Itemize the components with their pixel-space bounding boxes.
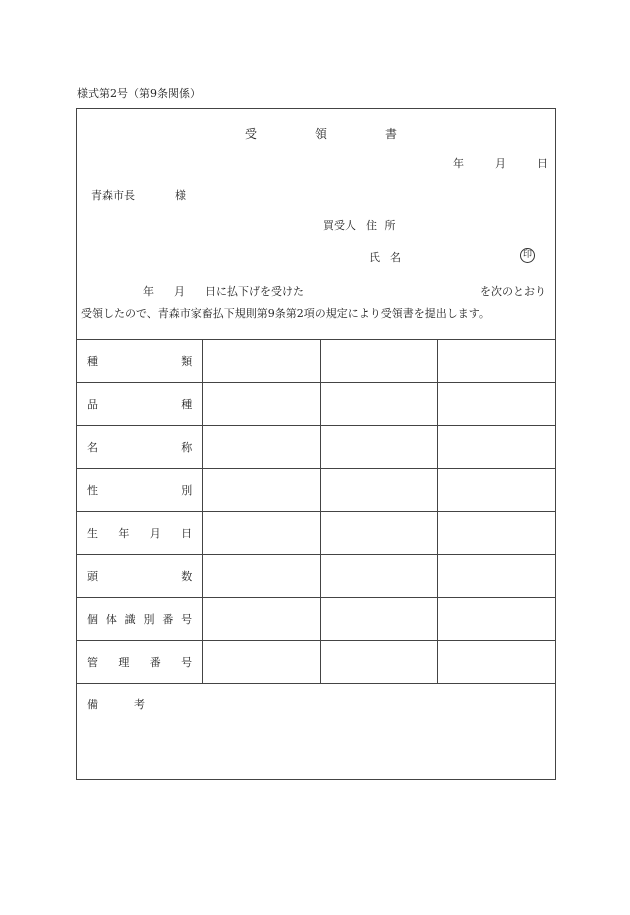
table-row — [77, 340, 555, 383]
row-label-char: 称 — [181, 441, 193, 454]
addressee-name: 青森市長 — [91, 189, 135, 202]
row-label-char: 体 — [105, 613, 117, 626]
entry-cell[interactable] — [203, 555, 321, 598]
table-row — [77, 641, 555, 684]
receipt-form — [76, 108, 556, 780]
row-label-char: 日 — [181, 527, 193, 540]
entry-cell[interactable] — [438, 469, 555, 512]
date-day: 日 — [537, 157, 548, 170]
row-label — [77, 469, 203, 512]
entry-cell[interactable] — [438, 555, 555, 598]
name-label: 氏名 — [369, 251, 411, 264]
row-label-char: 頭 — [87, 570, 98, 583]
row-label — [77, 598, 203, 641]
address-label: 住 所 — [366, 219, 398, 232]
form-number: 様式第2号（第9条関係） — [77, 87, 201, 100]
row-label-char: 理 — [118, 656, 130, 669]
row-label-char: 番 — [149, 656, 161, 669]
entry-cell[interactable] — [320, 469, 438, 512]
row-label-char: 類 — [181, 355, 193, 368]
entry-cell[interactable] — [438, 383, 555, 426]
entry-cell[interactable] — [320, 426, 438, 469]
row-label-char: 種 — [181, 398, 193, 411]
seal-icon: 印 — [520, 248, 535, 263]
entry-cell[interactable] — [320, 641, 438, 684]
buyer-address-line — [323, 217, 398, 233]
entry-cell[interactable] — [320, 340, 438, 383]
row-label-char: 性 — [87, 484, 98, 497]
entry-cell[interactable] — [203, 598, 321, 641]
body-line-1 — [143, 283, 304, 299]
table-row — [77, 383, 555, 426]
row-label-char: 号 — [181, 613, 193, 626]
entry-cell[interactable] — [320, 383, 438, 426]
row-label — [77, 426, 203, 469]
entry-cell[interactable] — [203, 383, 321, 426]
entry-cell[interactable] — [438, 426, 555, 469]
row-label-char: 年 — [118, 527, 130, 540]
date-month: 月 — [495, 157, 506, 170]
table-row — [77, 469, 555, 512]
entry-cell[interactable] — [438, 598, 555, 641]
entry-cell[interactable] — [320, 598, 438, 641]
row-label — [77, 641, 203, 684]
row-label — [77, 512, 203, 555]
entry-cell[interactable] — [203, 426, 321, 469]
body-month: 月 — [174, 285, 185, 298]
remarks-section — [77, 683, 555, 711]
body-day-text: 日に払下げを受けた — [205, 285, 304, 298]
remarks-label — [87, 696, 145, 712]
entry-cell[interactable] — [203, 512, 321, 555]
body-line-1-tail: を次のとおり — [480, 285, 546, 298]
row-label-char: 名 — [87, 441, 98, 454]
row-label-char: 月 — [149, 527, 161, 540]
entry-cell[interactable] — [438, 641, 555, 684]
title-char: 書 — [384, 127, 397, 141]
row-label-char: 数 — [181, 570, 193, 583]
title-char: 受 — [245, 127, 258, 141]
title-char: 領 — [314, 127, 327, 141]
remarks-char: 備 — [87, 698, 98, 711]
row-label-char: 生 — [87, 527, 98, 540]
document-title — [245, 125, 397, 142]
entry-cell[interactable] — [203, 340, 321, 383]
row-label — [77, 383, 203, 426]
table-row — [77, 426, 555, 469]
remarks-char: 考 — [134, 698, 145, 711]
row-label-char: 品 — [87, 398, 98, 411]
table-row — [77, 598, 555, 641]
table-row — [77, 512, 555, 555]
honorific: 様 — [175, 189, 186, 202]
entry-cell[interactable] — [438, 340, 555, 383]
entry-cell[interactable] — [203, 641, 321, 684]
row-label-char: 号 — [181, 656, 193, 669]
entry-cell[interactable] — [203, 469, 321, 512]
table-row — [77, 555, 555, 598]
entry-cell[interactable] — [320, 512, 438, 555]
body-line-2: 受領したので、青森市家畜払下規則第9条第2項の規定により受領書を提出します。 — [81, 307, 490, 320]
row-label-char: 別 — [181, 484, 193, 497]
row-label-char: 管 — [87, 656, 98, 669]
entry-cell[interactable] — [320, 555, 438, 598]
row-label-char: 番 — [162, 613, 174, 626]
item-table — [77, 339, 555, 683]
body-year: 年 — [143, 285, 154, 298]
buyer-label: 買受人 — [323, 219, 356, 232]
entry-cell[interactable] — [438, 512, 555, 555]
date-line — [453, 155, 548, 171]
row-label-char: 種 — [87, 355, 98, 368]
row-label — [77, 555, 203, 598]
date-year: 年 — [453, 157, 464, 170]
row-label-char: 別 — [143, 613, 155, 626]
row-label-char: 識 — [124, 613, 136, 626]
row-label-char: 個 — [87, 613, 98, 626]
row-label — [77, 340, 203, 383]
addressee — [91, 187, 186, 203]
